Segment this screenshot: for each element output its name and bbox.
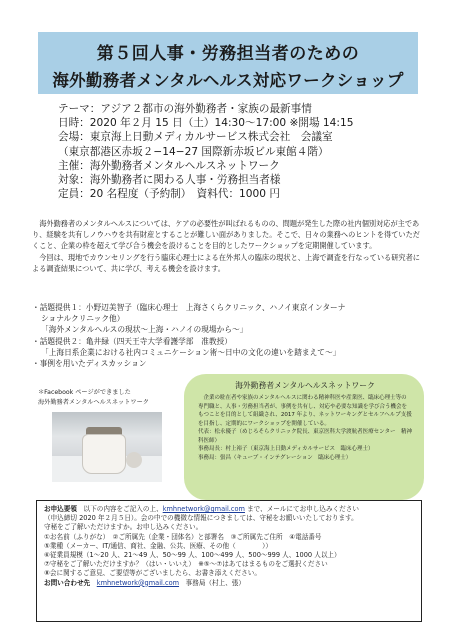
application-box <box>36 500 422 622</box>
application-instruction: 以下の内容をご記入の上、 <box>76 505 163 513</box>
application-confidentiality: 守秘をご了解いただけますか。お申し込みください。 <box>44 523 203 532</box>
network-title: 海外勤務者メンタルヘルスネットワーク <box>235 381 375 390</box>
application-label: お申込要領 <box>44 505 77 513</box>
network-secretariat-head: 事務局長：村上裕子（東京海上日動メディカルサービス 臨床心理士） <box>198 446 374 452</box>
target-line: 対象：海外勤務者に関わる人事・労務担当者様 <box>58 174 281 187</box>
application-field-name: ①お名前（ふりがな） ②ご所属先（企業・団体名）と部署名 ③ご所属先ご住所 ④電話番号 <box>44 532 322 541</box>
title-line-2: 海外勤務者メンタルヘルス対応ワークショップ <box>52 71 404 90</box>
application-instruction-end: まで、メールにてお申し込みください <box>244 505 359 513</box>
network-info-box <box>184 374 424 500</box>
topic-1: ・話題提供１：小野辺美智子（臨床心理士 上海さくらクリニック、ハノイ東京インターナ <box>32 303 346 312</box>
application-field-size: ⑥従業員規模（1〜20 人、21〜49 人、50〜99 人、100〜499 人、500〜999 人、1000 人以上） <box>44 551 341 560</box>
contact-office: 事務局（村上、張） <box>179 578 245 587</box>
theme-line: テーマ：アジア２都市の海外勤務者・家族の最新事情 <box>58 103 312 115</box>
facebook-note-line-2: 海外勤務者メンタルヘルスネットワーク <box>38 399 149 406</box>
topic-3: ・事例を用いたディスカッション <box>32 359 147 369</box>
topic-1-continued: ショナルクリニック他） <box>41 314 125 324</box>
intro-text <box>32 218 424 274</box>
topic-2-title: 「上海日系企業における社内コミュニケーション術〜日中の文化の違いを踏まえて〜」 <box>41 347 341 357</box>
topic-1-title: 「海外メンタルヘルスの現状〜上海・ハノイの現場から〜」 <box>41 325 248 335</box>
photo-snowball <box>126 452 142 468</box>
application-field-comments: ⑧会に関するご意見、ご要望等がございましたら、お書き添えください。 <box>44 569 261 578</box>
facebook-page-photo <box>52 412 162 482</box>
application-field-confidentiality: ⑦守秘をご了解いただけますか？（はい・いいえ） ※⑤〜⑦はあてはまるものをご選択ください <box>44 560 328 569</box>
contact-line <box>44 579 415 588</box>
contact-spacer <box>90 579 97 587</box>
venue-address-line: （東京都港区赤坂２−14−27 国際新赤坂ビル東館４階） <box>58 145 329 158</box>
title-line-1: 第５回人事・労務担当者のための <box>96 44 360 64</box>
facebook-note <box>38 388 149 408</box>
application-field-industry: ⑤業種（メーカー、IT/通信、商社、金融、公共、医療、その他（ ）） <box>44 541 273 550</box>
topic-2: ・話題提供２：亀井緑（四天王寺大学看護学部 准教授） <box>32 336 232 346</box>
venue-line: 会場：東京海上日動メディカルサービス株式会社 会議室 <box>58 131 333 144</box>
intro-paragraph-2: 今回は、現地でカウンセリングを行う臨床心理士による在外邦人の臨床の現状と、上海で調査を行なっている研究者による調査結果について、共に学び、考える機会を設けます。 <box>32 252 420 273</box>
contact-email-link[interactable]: kmhnetwork@gmail.com <box>96 578 180 587</box>
event-info <box>58 102 438 201</box>
network-secretariat: 事務局：張昌（キューブ・インテグレーション 臨床心理士） <box>198 454 352 461</box>
capacity-line: 定員：20 名程度（予約制） 資料代：1000 円 <box>58 188 280 201</box>
title-banner <box>38 32 418 94</box>
application-deadline: （申込締切 2020 年２月５日）。会の中での機微な情報につきましては、守秘をお願いいたしております。 <box>44 514 358 523</box>
photo-jar <box>82 434 126 474</box>
application-line-1 <box>44 505 415 514</box>
date-line: 日時：2020 年２月 15 日（土）14:30～17:00 ※開場 14:15 <box>58 117 354 130</box>
application-email-link[interactable]: kmhnetwork@gmail.com <box>162 505 245 513</box>
contact-label: お問い合わせ先 <box>44 578 91 587</box>
network-description: 企業の駐在者や家族のメンタルヘルスに関わる精神科医や産業医、臨床心理士等の専門職と、人事・労務担当者が、事例を共有し、対応や必要な知識を学び合う機会をもつことを目的として組織され、2017 年より、ネットワーキングとセルフヘルプ支援を目指し、定期的にワークショップを開催している。 <box>198 395 412 427</box>
facebook-note-line-1: ＊Facebook ページができました <box>38 389 131 396</box>
network-representative: 代表：松永優子（めじろそらクリニック院長、東京医科大学渡航者医療センター 精神科医師） <box>198 429 412 444</box>
intro-paragraph-1: 海外勤務者のメンタルヘルスについては、ケアの必要性が叫ばれるものの、問題が発生した際の社内個別対応が主であり、経験を共有しノウハウを共有財産とすることが難しい面がありました。そこで、日々の業務へのヒントを得ていただくこと、企業の枠を超えて学び合う機会を設けることを目的としたワークショップを定期開催しています。 <box>32 219 420 251</box>
organizer-line: 主催：海外勤務者メンタルヘルスネットワーク <box>58 159 280 172</box>
topics-list <box>32 302 427 369</box>
